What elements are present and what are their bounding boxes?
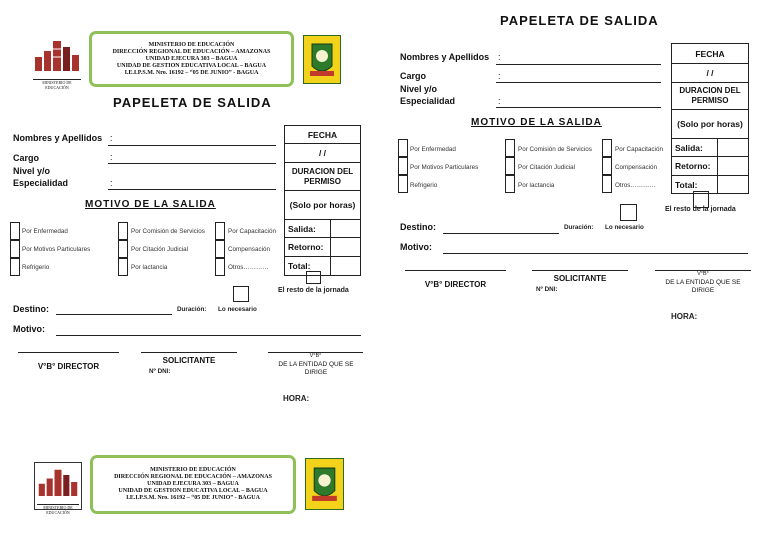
fecha-header: FECHA — [284, 125, 361, 144]
checkbox-particulares[interactable] — [398, 157, 408, 175]
hora-label: HORA: — [671, 312, 698, 321]
lo-necesario-checkbox[interactable] — [233, 286, 249, 302]
solo-horas: (Solo por horas) — [671, 109, 749, 139]
salida-value[interactable] — [717, 138, 749, 157]
option-label: Por Citación Judicial — [518, 164, 576, 171]
motivo-field[interactable] — [443, 253, 748, 254]
duracion-header: DURACION DEL PERMISO — [284, 162, 361, 191]
solicitante-label: SOLICITANTE — [162, 356, 216, 365]
checkbox-lactancia[interactable] — [118, 258, 128, 276]
header-line: DIRECCIÓN REGIONAL DE EDUCACIÓN – AMAZONAS — [112, 48, 271, 55]
option-label: Por Enfermedad — [410, 146, 456, 153]
retorno-label: Retorno: — [671, 156, 718, 176]
option-label: Por lactancia — [131, 264, 168, 271]
option-label: Por Capacitación — [228, 228, 276, 235]
checkbox-otros[interactable] — [602, 175, 612, 193]
dni-label: Nº DNI: — [149, 368, 171, 375]
solicitante-label: SOLICITANTE — [553, 274, 607, 283]
motivo-title: MOTIVO DE LA SALIDA — [85, 199, 216, 210]
checkbox-lactancia[interactable] — [505, 175, 515, 193]
checkbox-refrigerio[interactable] — [10, 258, 20, 276]
checkbox-compensacion[interactable] — [215, 240, 225, 258]
minedu-logo — [34, 462, 82, 515]
logo-caption: MINISTERIO DE EDUCACIÓN — [33, 79, 81, 90]
checkbox-capacitacion[interactable] — [602, 139, 612, 157]
colon: : — [110, 178, 113, 188]
logo-caption: MINISTERIO DE EDUCACIÓN — [37, 504, 79, 515]
lo-necesario-label: Lo necesario — [218, 306, 257, 313]
resto-jornada-label: El resto de la jornada — [278, 287, 349, 294]
especialidad-label: Especialidad — [13, 178, 69, 188]
lo-necesario-label: Lo necesario — [605, 224, 644, 231]
dni-label: Nº DNI: — [536, 286, 558, 293]
duracion-header: DURACION DEL PERMISO — [671, 82, 749, 110]
fecha-header: FECHA — [671, 43, 749, 64]
minedu-logo — [33, 37, 81, 90]
motivo-label: Motivo: — [13, 324, 45, 334]
checkbox-otros[interactable] — [215, 258, 225, 276]
entidad-label: DE LA ENTIDAD QUE SE DIRIGE — [665, 279, 741, 294]
director-signature-line — [405, 270, 506, 271]
especialidad-field[interactable] — [496, 107, 661, 108]
retorno-label: Retorno: — [284, 237, 331, 257]
colon: : — [498, 96, 501, 106]
option-label: Por Motivos Particulares — [410, 164, 479, 171]
option-label: Compensación — [228, 246, 271, 253]
colon: : — [498, 52, 501, 62]
fecha-value[interactable]: / / — [284, 143, 361, 163]
salida-label: Salida: — [284, 219, 331, 238]
option-label: Por lactancia — [518, 182, 555, 189]
cargo-label: Cargo — [400, 71, 427, 81]
header-line: MINISTERIO DE EDUCACIÓN — [148, 41, 235, 48]
retorno-value[interactable] — [330, 237, 361, 257]
salida-label: Salida: — [671, 138, 718, 157]
option-label: Por Enfermedad — [22, 228, 68, 235]
header-line: I.E.I.P.S.M. Nro. 16192 – “05 DE JUNIO” - BAGUA — [126, 495, 260, 501]
option-label: Por Motivos Particulares — [22, 246, 91, 253]
header-line: DIRECCIÓN REGIONAL DE EDUCACIÓN – AMAZONAS — [114, 474, 272, 480]
destino-label: Destino: — [13, 304, 49, 314]
director-label: V°B° DIRECTOR — [37, 362, 100, 371]
nombres-field[interactable] — [496, 64, 661, 65]
checkbox-enfermedad[interactable] — [398, 139, 408, 157]
destino-label: Destino: — [400, 222, 436, 232]
checkbox-enfermedad[interactable] — [10, 222, 20, 240]
option-label: Otros………… — [615, 182, 656, 189]
destino-field[interactable] — [56, 314, 172, 315]
duracion-label: Duración: — [564, 224, 594, 231]
solo-horas: (Solo por horas) — [284, 190, 361, 220]
option-label: Compensación — [615, 164, 658, 171]
option-label: Refrigerio — [410, 182, 438, 189]
checkbox-citacion[interactable] — [118, 240, 128, 258]
cargo-field[interactable] — [108, 163, 276, 164]
total-value[interactable] — [717, 175, 749, 194]
hora-label: HORA: — [283, 394, 310, 403]
especialidad-label: Especialidad — [400, 96, 456, 106]
school-crest-icon — [305, 458, 344, 510]
checkbox-capacitacion[interactable] — [215, 222, 225, 240]
motivo-title: MOTIVO DE LA SALIDA — [471, 117, 602, 128]
lo-necesario-checkbox[interactable] — [620, 204, 637, 221]
especialidad-field[interactable] — [108, 189, 276, 190]
director-signature-line — [18, 352, 119, 353]
colon: : — [498, 71, 501, 81]
header-line: UNIDAD DE GESTION EDUCATIVA LOCAL – BAGUA — [118, 488, 268, 494]
colon: : — [110, 133, 113, 143]
header-line: UNIDAD DE GESTION EDUCATIVA LOCAL – BAGUA — [116, 62, 267, 69]
header-box — [90, 455, 296, 514]
destino-field[interactable] — [443, 233, 559, 234]
nombres-label: Nombres y Apellidos — [13, 133, 103, 143]
entidad-label: DE LA ENTIDAD QUE SE DIRIGE — [278, 361, 354, 376]
motivo-field[interactable] — [56, 335, 361, 336]
header-line: MINISTERIO DE EDUCACIÓN — [150, 467, 236, 473]
school-crest-icon — [303, 35, 341, 84]
option-label: Por Comisión de Servicios — [131, 228, 205, 235]
total-value[interactable] — [330, 256, 361, 276]
director-label: V°B° DIRECTOR — [424, 280, 487, 289]
checkbox-particulares[interactable] — [10, 240, 20, 258]
duracion-label: Duración: — [177, 306, 207, 313]
checkbox-citacion[interactable] — [505, 157, 515, 175]
option-label: Por Comisión de Servicios — [518, 146, 592, 153]
option-label: Refrigerio — [22, 264, 50, 271]
option-label: Por Capacitación — [615, 146, 663, 153]
header-box — [89, 31, 294, 87]
header-line: UNIDAD EJECURA 303 – BAGUA — [145, 55, 238, 62]
cargo-label: Cargo — [13, 153, 40, 163]
checkbox-comision[interactable] — [118, 222, 128, 240]
header-line: I.E.I.P.S.M. Nro. 16192 – “05 DE JUNIO” - BAGUA — [124, 69, 259, 76]
vobo-label: V°B° — [309, 353, 322, 359]
salida-value[interactable] — [330, 219, 361, 238]
retorno-value[interactable] — [717, 156, 749, 176]
nombres-label: Nombres y Apellidos — [400, 52, 490, 62]
resto-jornada-label: El resto de la jornada — [665, 206, 736, 213]
checkbox-refrigerio[interactable] — [398, 175, 408, 193]
total-label: Total: — [671, 175, 718, 194]
option-label: Por Citación Judicial — [131, 246, 189, 253]
colon: : — [110, 152, 113, 162]
nombres-field[interactable] — [108, 145, 276, 146]
vobo-label: V°B° — [697, 271, 709, 277]
fecha-value[interactable]: / / — [671, 63, 749, 83]
nivel-label: Nivel y/o — [13, 166, 51, 176]
checkbox-comision[interactable] — [505, 139, 515, 157]
header-line: UNIDAD EJECURA 303 – BAGUA — [147, 481, 239, 487]
motivo-label: Motivo: — [400, 242, 432, 252]
nivel-label: Nivel y/o — [400, 84, 438, 94]
total-label: Total: — [284, 256, 331, 276]
cargo-field[interactable] — [496, 82, 661, 83]
page-title: PAPELETA DE SALIDA — [113, 95, 272, 110]
checkbox-compensacion[interactable] — [602, 157, 612, 175]
resto-jornada-checkbox[interactable] — [306, 271, 321, 284]
solicitante-signature-line — [141, 352, 237, 353]
page-title: PAPELETA DE SALIDA — [500, 13, 659, 28]
solicitante-signature-line — [532, 270, 628, 271]
option-label: Otros………… — [228, 264, 269, 271]
